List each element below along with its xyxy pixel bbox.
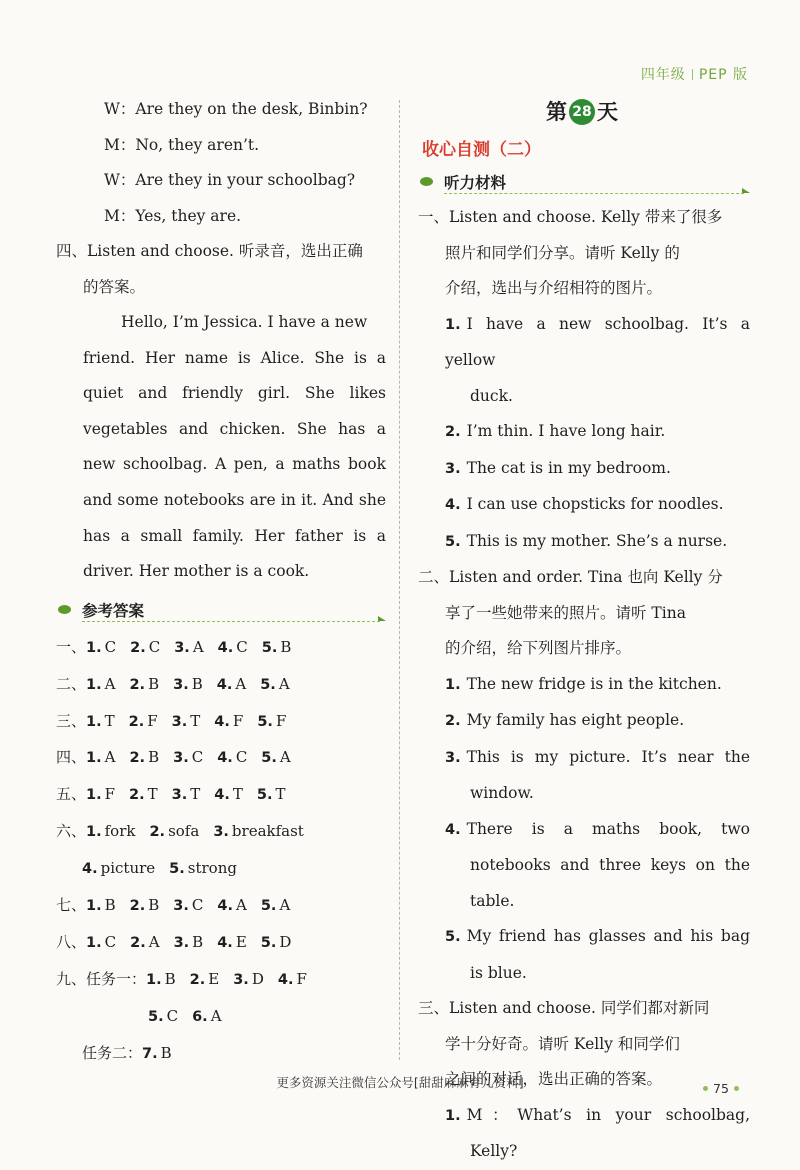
test-subtitle: 收心自测（二） bbox=[422, 140, 541, 160]
section-4-title-cont: 的答案。 bbox=[83, 277, 146, 296]
answer-item: 4. F bbox=[277, 969, 307, 988]
passage-line: Hello, I’m Jessica. I have a new bbox=[121, 313, 368, 331]
grade-label: 四年级 bbox=[640, 67, 686, 83]
listening-item: 3. This is my picture. It’s near the bbox=[445, 747, 750, 766]
answer-row bbox=[56, 888, 386, 925]
answer-item: 4. F bbox=[214, 711, 244, 730]
section-instruction-line: 介绍，选出与介绍相符的图片。 bbox=[445, 279, 663, 297]
listening-item-cont: is blue. bbox=[470, 963, 527, 982]
answer-item: 3. T bbox=[171, 711, 201, 730]
answer-item: 4. C bbox=[217, 748, 248, 767]
answer-item: 5. A bbox=[260, 674, 290, 693]
answer-row bbox=[56, 999, 386, 1036]
listening-item: 2. I’m thin. I have long hair. bbox=[445, 422, 666, 440]
section-instruction-line: 之间的对话，选出正确的答案。 bbox=[445, 1070, 663, 1088]
answer-row bbox=[56, 962, 386, 999]
answer-item: 7. B bbox=[142, 1043, 172, 1062]
answer-row bbox=[56, 740, 386, 777]
answer-item: 4. T bbox=[214, 785, 243, 804]
answer-row-label: 八、 bbox=[56, 933, 87, 951]
answer-item: 4. E bbox=[217, 933, 247, 951]
passage-line: quiet and friendly girl. She likes bbox=[83, 384, 386, 403]
answer-row-label: 任务二： bbox=[82, 1043, 143, 1062]
answer-row-label: 二、 bbox=[56, 674, 87, 693]
passage-line: and some notebooks are in it. And she bbox=[83, 490, 386, 509]
section-instruction-line: 学十分好奇。请听 Kelly 和同学们 bbox=[445, 1034, 680, 1053]
answer-item: 1. B bbox=[86, 896, 116, 915]
listening-heading: 听力材料 bbox=[418, 168, 750, 198]
answer-row-label: 五、 bbox=[56, 785, 87, 804]
listening-item: 4. I can use chopsticks for noodles. bbox=[445, 495, 724, 513]
answer-item: 5. C bbox=[148, 1006, 179, 1025]
answers-heading: 参考答案 bbox=[56, 596, 386, 626]
listening-item: 1. The new fridge is in the kitchen. bbox=[445, 674, 722, 693]
dialogue-line: W：Are they in your schoolbag? bbox=[104, 171, 356, 189]
answer-item: 5. T bbox=[256, 785, 286, 804]
dialogue-line: M：Yes, they are. bbox=[104, 206, 242, 225]
answer-item: 2. T bbox=[129, 785, 158, 804]
arrow-tip-icon bbox=[378, 616, 386, 621]
passage bbox=[56, 305, 386, 590]
passage-line: friend. Her name is Alice. She is a bbox=[83, 348, 386, 367]
dialogue-line: M：No, they aren’t. bbox=[104, 135, 260, 154]
section-instruction-line: 享了一些她带来的照片。请听 Tina bbox=[445, 603, 686, 622]
answer-item: 5. F bbox=[257, 711, 287, 730]
listening-material bbox=[418, 200, 750, 1170]
listening-item: 5. My friend has glasses and his bag bbox=[445, 927, 750, 945]
answer-item: 2. B bbox=[129, 748, 160, 767]
listening-item-cont: notebooks and three keys on the bbox=[470, 856, 750, 874]
left-column bbox=[56, 92, 386, 1073]
edition-label: PEP 版 bbox=[698, 67, 748, 83]
column-divider bbox=[399, 100, 400, 1060]
answer-row-label: 四、 bbox=[56, 748, 87, 767]
answer-item: 3. C bbox=[173, 896, 204, 915]
answer-row-label: 三、 bbox=[56, 711, 87, 730]
answer-list bbox=[56, 630, 386, 1073]
answer-item: 5. B bbox=[261, 637, 292, 656]
answer-row bbox=[56, 1036, 386, 1073]
arrow-tip-icon bbox=[742, 188, 750, 193]
answer-item: 2. sofa bbox=[149, 822, 200, 841]
answer-row bbox=[56, 851, 386, 888]
answer-row bbox=[56, 667, 386, 704]
section-4 bbox=[56, 234, 386, 590]
answer-row-label: 七、 bbox=[56, 896, 87, 915]
day-title: 第 28 天 bbox=[546, 100, 618, 124]
answer-item: 5. A bbox=[261, 748, 291, 767]
answer-item: 1. fork bbox=[86, 822, 136, 841]
answer-row bbox=[56, 777, 386, 814]
right-column bbox=[418, 92, 750, 1170]
section-instruction-line: 照片和同学们分享。请听 Kelly 的 bbox=[445, 243, 680, 262]
section-4-title: 四、Listen and choose. 听录音，选出正确 bbox=[56, 242, 363, 260]
answer-item: 3. D bbox=[233, 969, 264, 988]
listening-item: 4. There is a maths book, two bbox=[445, 819, 750, 838]
section-instruction-line: 一、Listen and choose. Kelly 带来了很多 bbox=[418, 208, 723, 226]
section-instruction-line: 的介绍，给下列图片排序。 bbox=[445, 639, 632, 657]
listening-item-cont: duck. bbox=[470, 386, 513, 405]
answer-item: 2. E bbox=[189, 969, 220, 988]
listening-section1 bbox=[418, 200, 750, 560]
answer-row bbox=[56, 814, 386, 851]
listening-item: 1. I have a new schoolbag. It’s a yellow bbox=[445, 314, 750, 369]
passage-line: new schoolbag. A pen, a maths book bbox=[83, 455, 386, 474]
answer-item: 2. B bbox=[129, 674, 160, 693]
footer-note: 更多资源关注微信公众号[甜甜麻麻育儿资料] bbox=[276, 1075, 524, 1090]
answer-item: 3. A bbox=[174, 637, 204, 656]
answer-item: 1. C bbox=[86, 933, 117, 951]
answer-row bbox=[56, 704, 386, 741]
answer-item: 3. T bbox=[171, 785, 201, 804]
answer-item: 3. B bbox=[173, 933, 204, 951]
answer-item: 1. A bbox=[86, 674, 116, 693]
answer-item: 1. F bbox=[86, 785, 116, 804]
separator bbox=[692, 69, 693, 80]
answer-item: 5. A bbox=[260, 896, 291, 915]
listening-item: 3. The cat is in my bedroom. bbox=[445, 458, 671, 477]
answer-row-label: 六、 bbox=[56, 822, 87, 841]
dialogue bbox=[56, 92, 386, 234]
passage-line: has a small family. Her father is a bbox=[83, 526, 386, 545]
listening-item: 5. This is my mother. She’s a nurse. bbox=[445, 531, 728, 550]
listening-item-cont: window. bbox=[470, 784, 534, 802]
page-number: 75 bbox=[698, 1081, 744, 1096]
section-instruction-line: 三、Listen and choose. 同学们都对新同 bbox=[418, 999, 710, 1017]
grade-edition-label bbox=[641, 64, 748, 84]
answer-item: 4. picture bbox=[82, 859, 156, 878]
listening-section2 bbox=[418, 560, 750, 991]
section-instruction-line: 二、Listen and order. Tina 也向 Kelly 分 bbox=[418, 568, 723, 586]
day-number-badge: 28 bbox=[569, 99, 595, 125]
answer-item: 5. D bbox=[260, 933, 292, 951]
answer-item: 2. F bbox=[128, 711, 158, 730]
answer-item: 2. C bbox=[130, 637, 161, 656]
answer-item: 4. C bbox=[217, 637, 248, 656]
answer-item: 5. strong bbox=[169, 859, 237, 878]
answer-item: 4. A bbox=[217, 896, 247, 915]
listening-item: 1. M：What’s in your schoolbag, bbox=[445, 1105, 750, 1124]
listening-item: 2. My family has eight people. bbox=[445, 711, 685, 729]
passage-line: vegetables and chicken. She has a bbox=[83, 419, 386, 438]
answer-item: 3. B bbox=[173, 674, 203, 693]
answer-item: 3. breakfast bbox=[213, 822, 304, 841]
answer-item: 1. A bbox=[86, 748, 116, 767]
answer-item: 1. B bbox=[146, 969, 176, 988]
answer-row-label: 九、任务一： bbox=[56, 969, 147, 988]
dialogue-line: W：Are they on the desk, Binbin? bbox=[104, 100, 368, 118]
leaf-icon bbox=[420, 177, 433, 186]
answer-item: 4. A bbox=[216, 674, 247, 693]
answer-item: 2. A bbox=[130, 933, 160, 951]
answer-item: 1. T bbox=[86, 711, 115, 730]
answer-row bbox=[56, 630, 386, 667]
heading-rule bbox=[82, 621, 380, 622]
heading-rule bbox=[444, 193, 744, 194]
leaf-icon bbox=[58, 605, 71, 614]
answer-row-label: 一、 bbox=[56, 637, 87, 656]
answer-item: 3. C bbox=[173, 748, 204, 767]
answer-row bbox=[56, 925, 386, 962]
answer-item: 6. A bbox=[192, 1006, 222, 1025]
answer-item: 2. B bbox=[129, 896, 160, 915]
answer-item: 1. C bbox=[86, 637, 117, 656]
passage-line: driver. Her mother is a cook. bbox=[83, 562, 310, 581]
listening-item-cont: table. bbox=[470, 891, 515, 910]
listening-item-cont: Kelly? bbox=[470, 1142, 518, 1160]
